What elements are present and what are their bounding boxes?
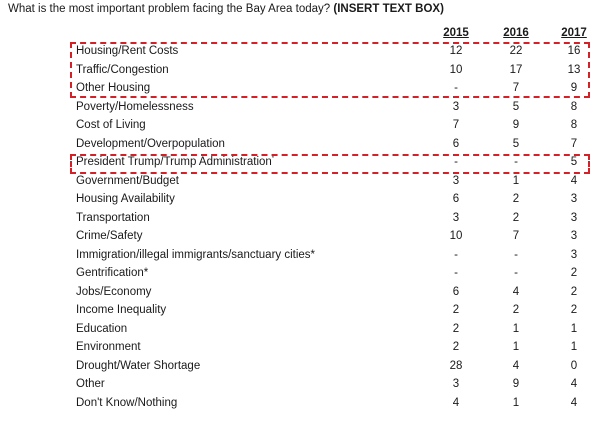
row-label-text: President Trump/Trump Administration — [76, 156, 272, 168]
table-row — [76, 175, 586, 193]
row-label-text: Crime/Safety — [76, 230, 143, 242]
value-cell-2016: 2 — [512, 193, 520, 205]
value-cell-2015: 2 — [452, 304, 460, 316]
value-cell-2017: 3 — [570, 230, 578, 242]
value-cell-2017: 4 — [570, 378, 578, 390]
value-cell-2015: 2 — [452, 341, 460, 353]
value-cell-2017: 9 — [570, 82, 578, 94]
value-cell-2015: 10 — [449, 230, 463, 242]
row-label — [76, 286, 151, 298]
table-row — [76, 249, 586, 267]
value-cell-2016: 9 — [512, 119, 520, 131]
row-label-text: Housing/Rent Costs — [76, 45, 179, 57]
row-label — [76, 341, 141, 353]
value-cell-2015: 7 — [452, 119, 460, 131]
row-label-text: Other — [76, 378, 105, 390]
year-header-2015: 2015 — [443, 27, 469, 39]
row-label-text: Education — [76, 322, 128, 335]
row-label-text: Drought/Water Shortage — [76, 359, 201, 372]
row-label — [76, 119, 146, 131]
row-label-text: Housing Availability — [76, 193, 175, 205]
value-cell-2016: - — [514, 156, 518, 168]
question-text: What is the most important problem facing the Bay Area today? — [8, 3, 331, 15]
row-label-text: Development/Overpopulation — [76, 137, 225, 150]
value-cell-2015: 6 — [452, 285, 460, 298]
row-label — [76, 138, 225, 150]
value-cell-2016: 2 — [512, 304, 520, 316]
row-label — [76, 249, 315, 261]
value-cell-2015: 3 — [452, 378, 460, 390]
row-label — [76, 323, 127, 335]
row-label — [76, 230, 142, 242]
highlight-box-trump — [70, 154, 590, 174]
year-header-2016: 2016 — [503, 27, 529, 39]
value-cell-2016: - — [514, 248, 518, 261]
row-label — [76, 304, 166, 316]
value-cell-2015: - — [454, 82, 458, 94]
row-label — [76, 193, 175, 205]
table-row — [76, 378, 586, 396]
value-cell-2015: 6 — [452, 193, 460, 205]
row-label-text: Jobs/Economy — [76, 285, 152, 298]
row-label — [76, 101, 194, 113]
value-cell-2015: 6 — [452, 137, 460, 150]
row-label-text: Traffic/Congestion — [76, 63, 169, 76]
value-cell-2016: - — [514, 267, 518, 279]
row-label-text: Other Housing — [76, 82, 151, 94]
table-row — [76, 341, 586, 359]
value-cell-2016: 9 — [512, 378, 520, 390]
value-cell-2017: 2 — [570, 285, 578, 298]
value-cell-2015: 10 — [449, 63, 463, 76]
value-cell-2017: 13 — [567, 63, 581, 76]
value-cell-2015: 3 — [452, 211, 460, 224]
value-cell-2017: 7 — [570, 137, 578, 150]
table-row — [76, 304, 586, 322]
value-cell-2017: 3 — [570, 193, 578, 205]
value-cell-2017: 2 — [570, 304, 578, 316]
table-row — [76, 323, 586, 341]
value-cell-2017: 3 — [570, 248, 578, 261]
value-cell-2017: 4 — [570, 396, 578, 409]
value-cell-2015: 2 — [452, 322, 460, 335]
row-label-text: Government/Budget — [76, 174, 179, 187]
value-cell-2015: 3 — [452, 100, 460, 113]
value-cell-2017: 8 — [570, 119, 578, 131]
table-row — [76, 286, 586, 304]
value-cell-2015: - — [454, 156, 458, 168]
table-row — [76, 360, 586, 378]
value-cell-2015: - — [454, 248, 458, 261]
value-cell-2016: 1 — [512, 174, 520, 187]
row-label-text: Don't Know/Nothing — [76, 396, 178, 409]
value-cell-2015: 28 — [449, 359, 463, 372]
row-label — [76, 267, 148, 279]
table-row — [76, 138, 586, 156]
value-cell-2016: 7 — [512, 230, 520, 242]
row-label — [76, 175, 179, 187]
value-cell-2016: 1 — [512, 322, 520, 335]
value-cell-2015: 3 — [452, 174, 460, 187]
value-cell-2016: 4 — [512, 285, 520, 298]
value-cell-2017: 8 — [570, 100, 578, 113]
value-cell-2016: 7 — [512, 82, 520, 94]
value-cell-2016: 1 — [512, 341, 520, 353]
value-cell-2017: 0 — [570, 359, 578, 372]
value-cell-2016: 22 — [509, 45, 523, 57]
row-label — [76, 360, 200, 372]
row-label — [76, 397, 177, 409]
value-cell-2017: 2 — [570, 267, 578, 279]
value-cell-2017: 1 — [570, 341, 578, 353]
value-cell-2016: 2 — [512, 211, 520, 224]
table-row — [76, 397, 586, 415]
highlight-box-housing-traffic — [70, 42, 590, 98]
question-heading — [8, 3, 444, 15]
value-cell-2017: 16 — [567, 45, 581, 57]
value-cell-2016: 1 — [512, 396, 520, 409]
value-cell-2015: - — [454, 267, 458, 279]
table-row — [76, 212, 586, 230]
year-header-2017: 2017 — [561, 27, 587, 39]
value-cell-2016: 5 — [512, 137, 520, 150]
value-cell-2017: 1 — [570, 322, 578, 335]
row-label-text: Transportation — [76, 211, 150, 224]
row-label — [76, 378, 105, 390]
row-label-text: Gentrification* — [76, 267, 149, 279]
row-label-footnote: * — [271, 156, 275, 163]
row-label-text: Immigration/illegal immigrants/sanctuary cities* — [76, 248, 316, 261]
value-cell-2016: 4 — [512, 359, 520, 372]
row-label-text: Cost of Living — [76, 119, 146, 131]
value-cell-2017: 5 — [570, 156, 578, 168]
value-cell-2017: 4 — [570, 174, 578, 187]
value-cell-2016: 5 — [512, 100, 520, 113]
row-label-text: Environment — [76, 341, 141, 353]
table-row — [76, 119, 586, 137]
value-cell-2015: 4 — [452, 396, 460, 409]
row-label-text: Income Inequality — [76, 304, 167, 316]
row-label — [76, 212, 150, 224]
table-row — [76, 101, 586, 119]
question-instruction: (INSERT TEXT BOX) — [333, 3, 444, 15]
table-row — [76, 230, 586, 248]
table-row — [76, 193, 586, 211]
value-cell-2016: 17 — [509, 63, 523, 76]
table-row — [76, 267, 586, 285]
row-label-text: Poverty/Homelessness — [76, 100, 194, 113]
value-cell-2015: 12 — [449, 45, 463, 57]
value-cell-2017: 3 — [570, 211, 578, 224]
